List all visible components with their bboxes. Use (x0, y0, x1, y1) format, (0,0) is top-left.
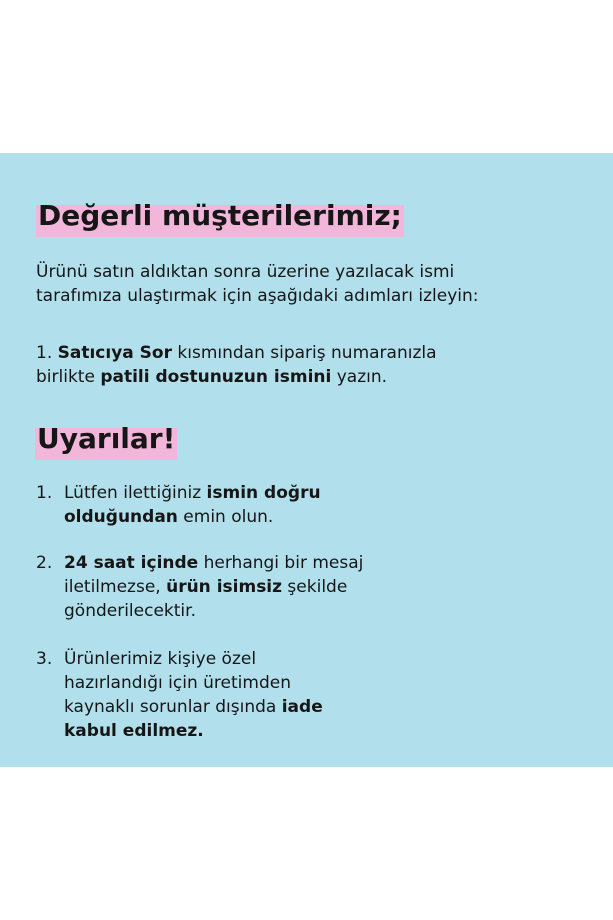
warning-bold: ismin doğru (206, 483, 321, 503)
greeting-title-text: Değerli müşterilerimiz; (36, 197, 404, 237)
warning-bold: olduğundan (64, 507, 178, 527)
warning-body (64, 551, 363, 623)
step-bold-name: patili dostunuzun ismini (100, 367, 332, 387)
warning-bold: 24 saat içinde (64, 553, 199, 573)
intro-line-2: tarafımıza ulaştırmak için aşağıdaki adımları izleyin: (36, 286, 479, 306)
warning-bold: iade (281, 697, 323, 717)
warnings-title (35, 422, 177, 455)
step-bold-satici: Satıcıya Sor (57, 343, 172, 363)
warning-text: kaynaklı sorunlar dışında (64, 697, 282, 717)
warning-text: gönderilecektir. (64, 601, 196, 621)
warning-item (36, 481, 321, 529)
warning-body (64, 647, 323, 743)
step-text-3: yazın. (331, 367, 388, 387)
warning-text: emin olun. (177, 507, 274, 527)
warning-item (36, 647, 323, 743)
warning-text: herhangi bir mesaj (198, 553, 364, 573)
warning-text: Ürünlerimiz kişiye özel (64, 649, 257, 669)
intro-line-1: Ürünü satın aldıktan sonra üzerine yazılacak ismi (36, 262, 455, 282)
warning-text: şekilde (282, 577, 348, 597)
warning-text: iletilmezse, (64, 577, 167, 597)
greeting-title (36, 199, 404, 232)
warning-text: Lütfen ilettiğiniz (64, 483, 207, 503)
warning-bold: ürün isimsiz (166, 577, 283, 597)
step-text-1: kısmından sipariş numaranızla (171, 343, 437, 363)
warning-item (36, 551, 363, 623)
warning-text: hazırlandığı için üretimden (64, 673, 291, 693)
warning-bold: kabul edilmez. (64, 721, 204, 741)
step-text-2: birlikte (36, 367, 101, 387)
intro-paragraph (36, 260, 479, 308)
warnings-title-text: Uyarılar! (35, 420, 177, 460)
warning-body (64, 481, 321, 529)
step-prefix: 1. (36, 343, 58, 363)
warning-number: 1. (36, 483, 53, 503)
instruction-step (36, 341, 437, 389)
warning-number: 2. (36, 553, 53, 573)
warning-number: 3. (36, 649, 53, 669)
